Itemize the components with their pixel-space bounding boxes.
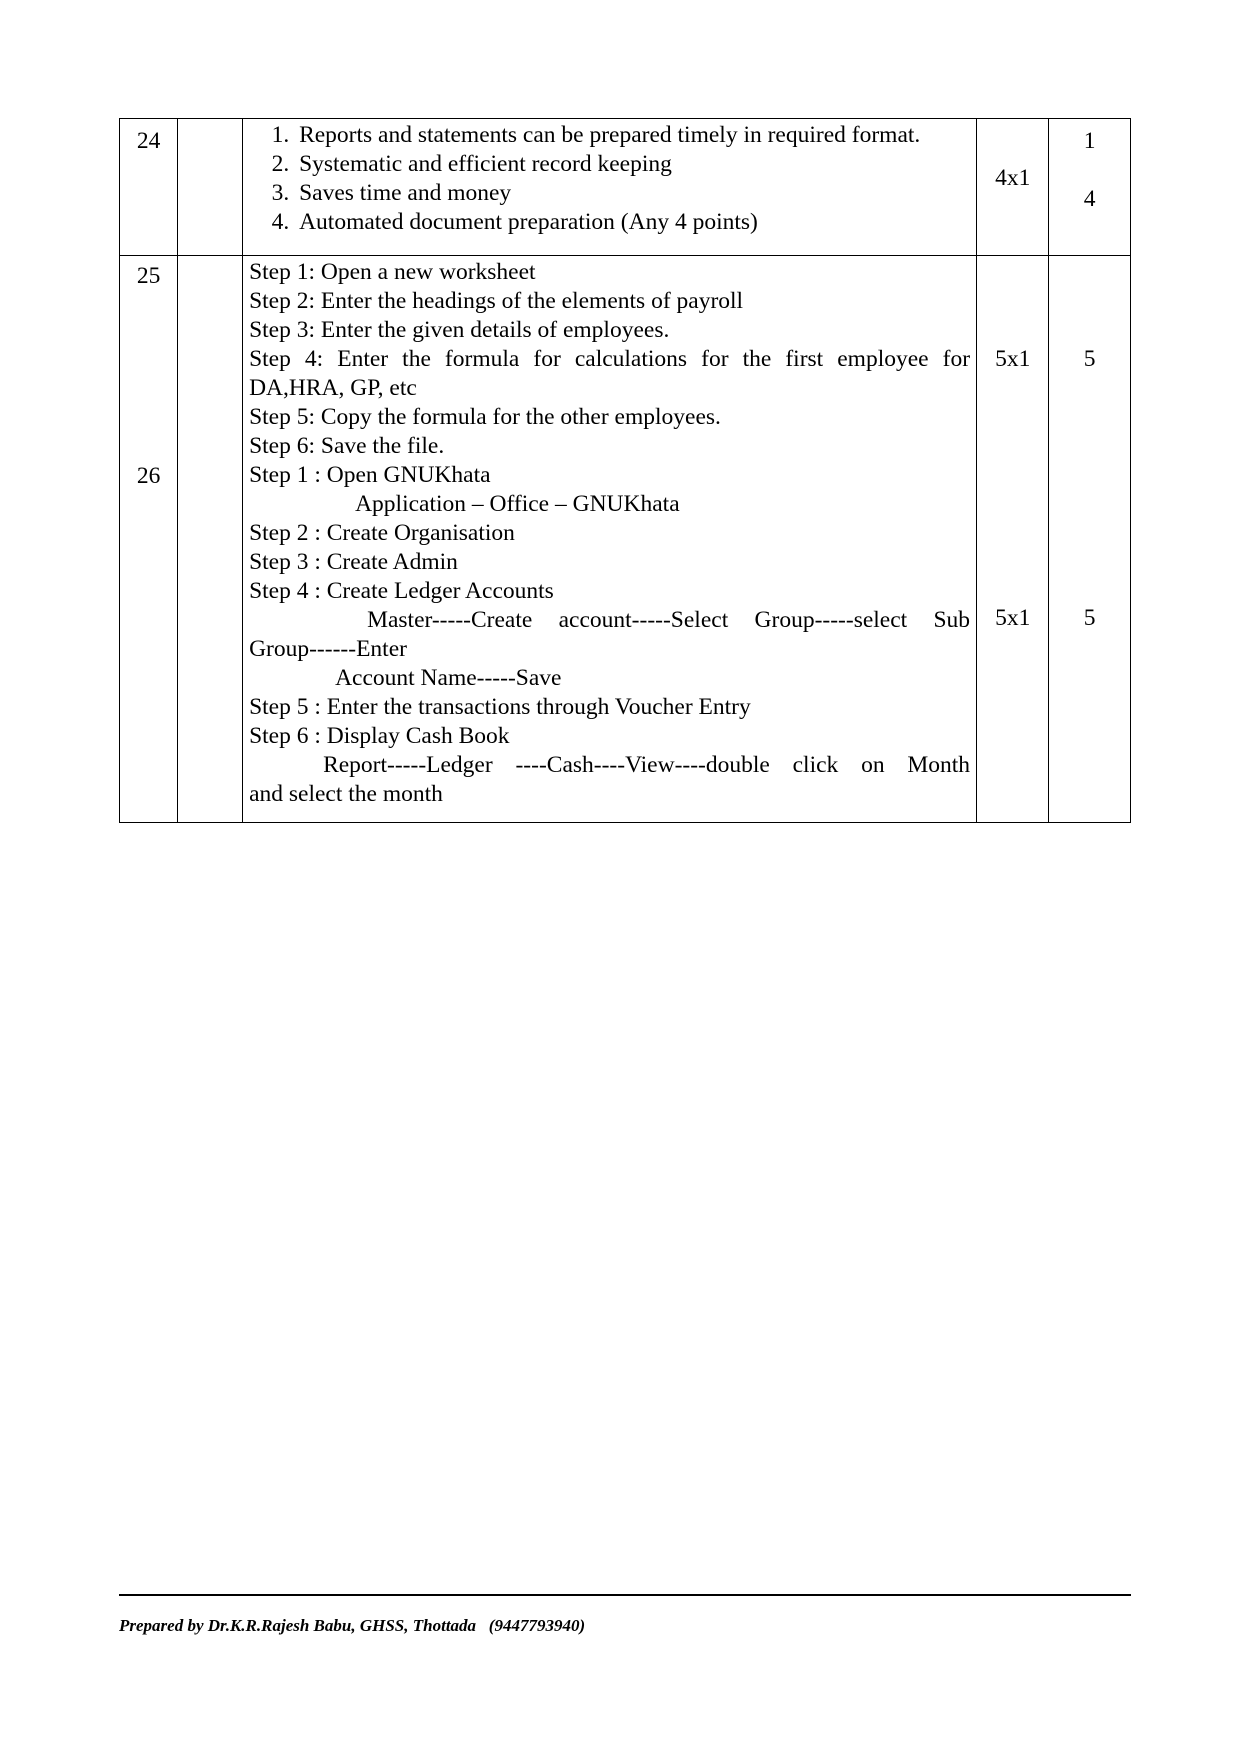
sub-question-cell [178, 256, 243, 823]
question-number-cell [120, 256, 178, 823]
answer-cell-24 [243, 119, 977, 256]
mark-split-24: 4x1 [995, 165, 1031, 191]
score-total-25: 5 [1083, 346, 1096, 372]
sub-question-cell [178, 119, 243, 256]
score-cell-25-26 [1049, 256, 1131, 823]
step-detail-line: Application – Office – GNUKhata [355, 491, 680, 517]
answer-point: 1. Reports and statements can be prepared timely in required format. [295, 121, 970, 150]
answer-points-list [249, 121, 970, 237]
answer-cell-25-26 [243, 256, 977, 823]
table-row-q25-q26 [120, 256, 1131, 823]
mark-split-cell-24 [977, 119, 1049, 256]
score-total-26: 5 [1083, 605, 1096, 631]
step-detail-line: Report-----Ledger ----Cash----View----double click on Month [323, 752, 971, 778]
step-line: Step 6: Save the file. [249, 433, 445, 459]
step-detail-line: and select the month [249, 781, 443, 807]
mark-split-26: 5x1 [995, 605, 1031, 631]
step-line: Step 4: Enter the formula for calculations for the first employee for [249, 346, 971, 372]
question-number-25: 25 [136, 263, 161, 289]
question-number-24: 24 [120, 119, 178, 256]
step-detail-line: Account Name-----Save [335, 665, 562, 691]
score-cell-24 [1049, 119, 1131, 256]
step-line: Step 6 : Display Cash Book [249, 723, 510, 749]
footer-credit: Prepared by Dr.K.R.Rajesh Babu, GHSS, Thottada (9447793940) [119, 1616, 586, 1635]
score-value: 1 [1083, 128, 1096, 154]
answer-point: 2. Systematic and efficient record keeping [295, 150, 970, 179]
answer-point: 4. Automated document preparation (Any 4 points) [295, 208, 970, 237]
step-line: Step 2 : Create Organisation [249, 520, 515, 546]
step-line: Step 5: Copy the formula for the other employees. [249, 404, 721, 430]
step-detail-line: Group------Enter [249, 636, 407, 662]
step-line: Step 4 : Create Ledger Accounts [249, 578, 554, 604]
step-line: Step 5 : Enter the transactions through Voucher Entry [249, 694, 751, 720]
step-line: Step 2: Enter the headings of the elements of payroll [249, 288, 744, 314]
mark-split-cell-25-26 [977, 256, 1049, 823]
step-line: Step 1 : Open GNUKhata [249, 462, 491, 488]
table-row-q24 [120, 119, 1131, 256]
step-detail-line: Master-----Create account-----Select Group-----select Sub [367, 607, 971, 633]
step-line: Step 3 : Create Admin [249, 549, 458, 575]
answer-point: 3. Saves time and money [295, 179, 970, 208]
question-number-26: 26 [136, 463, 161, 489]
step-line: Step 1: Open a new worksheet [249, 259, 536, 285]
step-line: Step 3: Enter the given details of employees. [249, 317, 670, 343]
footer-divider [119, 1594, 1131, 1596]
answer-key-table [119, 118, 1131, 823]
score-total-24: 4 [1083, 186, 1096, 212]
step-line: DA,HRA, GP, etc [249, 375, 417, 401]
mark-split-25: 5x1 [995, 346, 1031, 372]
